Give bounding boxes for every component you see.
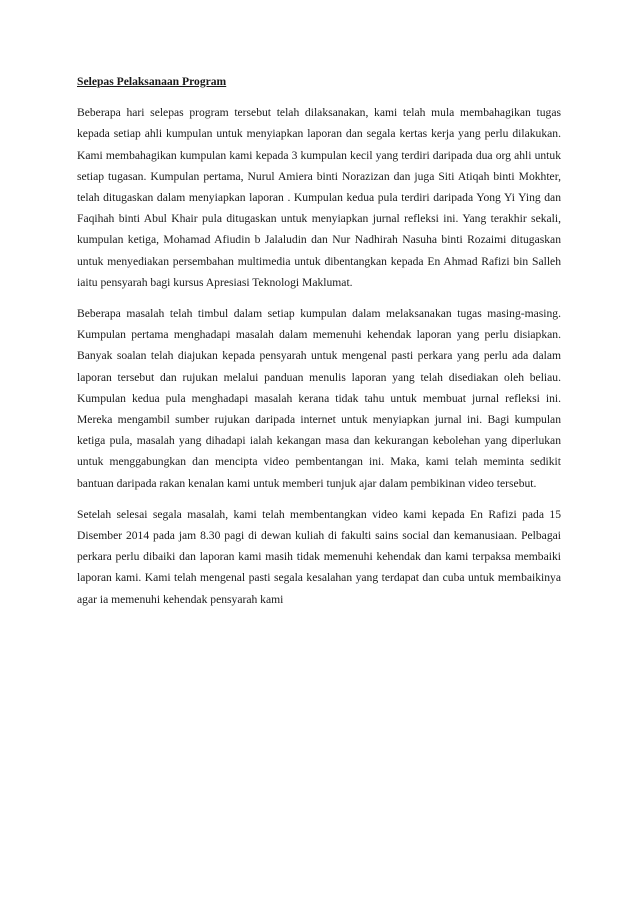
section-heading: Selepas Pelaksanaan Program bbox=[77, 75, 227, 88]
paragraph-presentation: Setelah selesai segala masalah, kami telah membentangkan video kami kepada En Rafizi pada 15 Disember 2014 pada jam 8.30 pagi di dewan kuliah di fakulti sains social dan kemanusiaan. Pelbagai perkara perlu dibaiki dan laporan kami masih tidak memenuhi kehendak dan kami terpaksa membaiki laporan kami. Kami telah mengenal pasti segala kesalahan yang terdapat dan cuba untuk membaikinya agar ia memenuhi kehendak pensyarah kami bbox=[77, 507, 561, 606]
paragraph-task-division: Beberapa hari selepas program tersebut telah dilaksanakan, kami telah mula membahagikan tugas kepada setiap ahli kumpulan untuk menyiapkan laporan dan segala kertas kerja yang perlu dilakukan. Kami membahagikan kumpulan kami kepada 3 kumpulan kecil yang terdiri daripada dua org ahli untuk setiap tugasan. Kumpulan pertama, Nurul Amiera binti Norazizan dan juga Siti Atiqah binti Mokhter, telah ditugaskan dalam menyiapkan laporan . Kumpulan kedua pula terdiri daripada Yong Yi Ying dan Faqihah binti Abul Khair pula ditugaskan untuk menyiapkan jurnal refleksi ini. Yang terakhir sekali, kumpulan ketiga, Mohamad Afiudin b Jalaludin dan Nur Nadhirah Nasuha binti Rozaimi ditugaskan untuk menyediakan persembahan multimedia untuk dibentangkan kepada En Ahmad Rafizi bin Salleh iaitu pensyarah bagi kursus Apresiasi Teknologi Maklumat. bbox=[77, 106, 561, 289]
paragraph-problems: Beberapa masalah telah timbul dalam setiap kumpulan dalam melaksanakan tugas masing-masing. Kumpulan pertama menghadapi masalah dalam memenuhi kehendak laporan yang perlu disiapkan. Banyak soalan telah diajukan kepada pensyarah untuk mengenal pasti perkara yang perlu ada dalam laporan tersebut dan rujukan melalui panduan menulis laporan yang telah disediakan oleh beliau. Kumpulan kedua pula menghadapi masalah kerana tidak tahu untuk membuat jurnal refleksi ini. Mereka mengambil sumber rujukan daripada internet untuk menyiapkan jurnal ini. Bagi kumpulan ketiga pula, masalah yang dihadapi ialah kekangan masa dan kekurangan kebolehan yang diperlukan untuk menggabungkan dan mencipta video pembentangan ini. Maka, kami telah meminta sedikit bantuan daripada rakan kenalan kami untuk memberi tunjuk ajar dalam pembikinan video tersebut. bbox=[77, 307, 561, 490]
document-body bbox=[77, 71, 561, 620]
